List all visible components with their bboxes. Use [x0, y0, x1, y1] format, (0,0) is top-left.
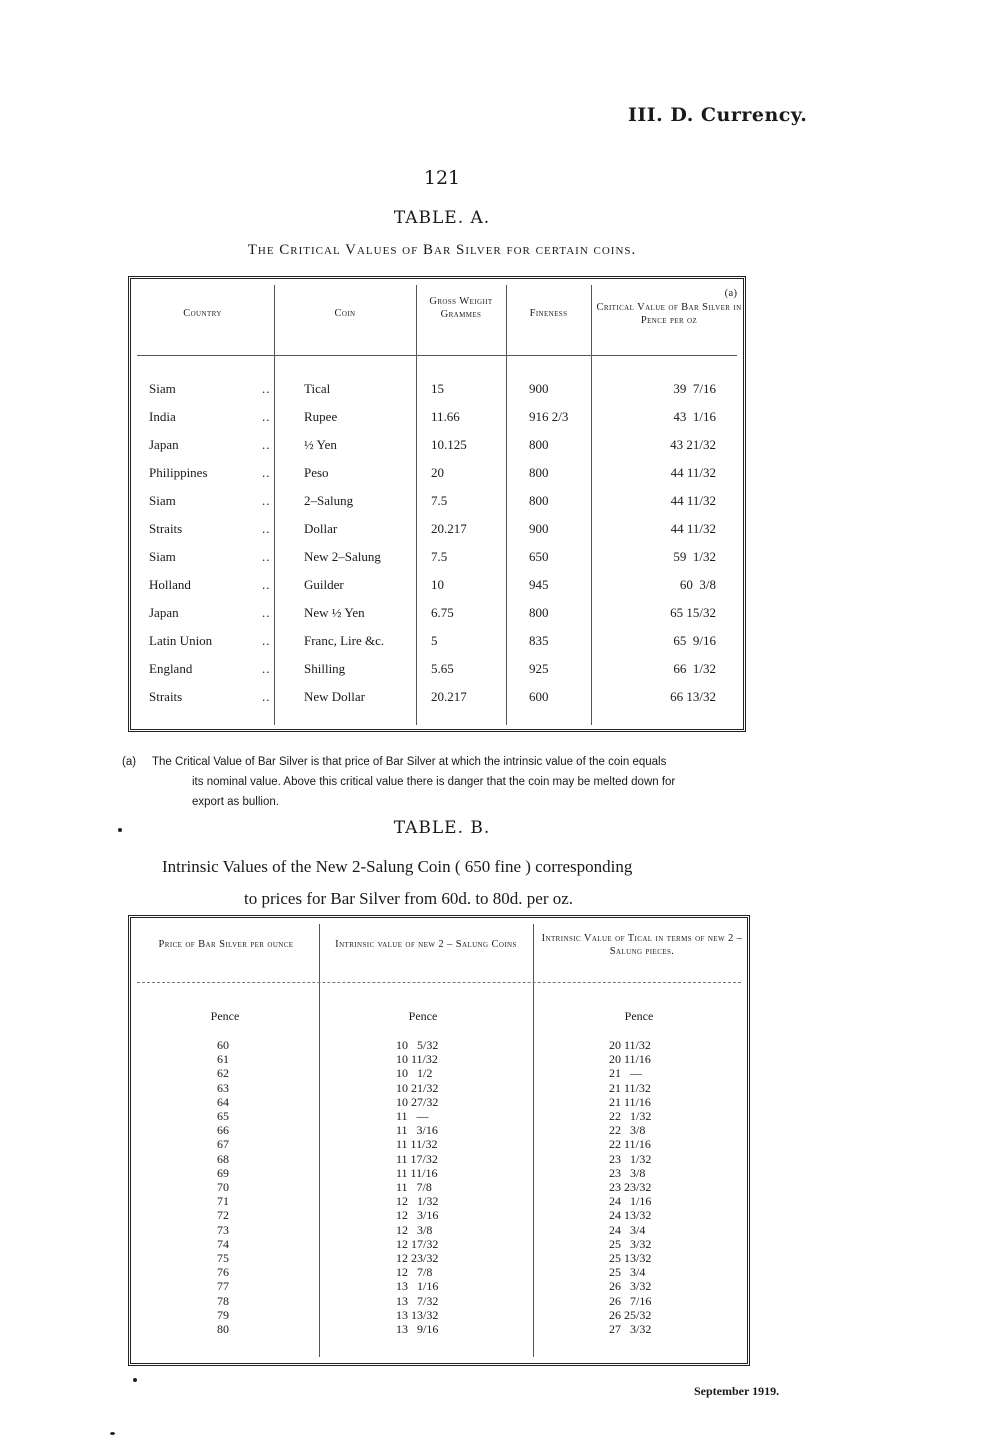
cell-intrinsic-value: 11 11/32 [396, 1137, 438, 1152]
cell-gross-weight: 11.66 [431, 409, 460, 424]
table-row [131, 549, 743, 569]
table-row [131, 1081, 747, 1095]
footnote-line-1: The Critical Value of Bar Silver is that price of Bar Silver at which the intrinsic value of the coin equals [152, 756, 667, 768]
cell-country: Siam [149, 381, 176, 396]
cell-intrinsic-value: 12 17/32 [396, 1236, 439, 1251]
cell-coin: ½ Yen [304, 437, 337, 452]
table-row [131, 1152, 747, 1166]
table-b-caption-line-1: Intrinsic Values of the New 2-Salung Coin ( 650 fine ) corresponding [162, 857, 633, 876]
cell-critical-value: 44 11/32 [670, 521, 716, 536]
table-row [131, 381, 743, 401]
cell-country: Japan [149, 605, 179, 620]
table-row [131, 409, 743, 429]
cell-tical-value: 22 1/32 [609, 1109, 652, 1123]
cell-fineness: 800 [529, 493, 549, 508]
cell-coin: Rupee [304, 409, 338, 424]
cell-leader-dots: .. [262, 465, 271, 480]
table-row [131, 1109, 747, 1123]
section-header: III. D. Currency. [628, 104, 808, 126]
unit-intrinsic: Pence [408, 1009, 438, 1023]
cell-coin: Franc, Lire &c. [304, 633, 385, 648]
table-row [131, 1180, 747, 1194]
cell-tical-value: 21 11/32 [609, 1080, 651, 1095]
cell-price: 78 [217, 1293, 229, 1308]
table-row [131, 493, 743, 513]
table-row [131, 465, 743, 485]
cell-critical-value: 59 1/32 [673, 549, 716, 564]
cell-coin: Guilder [304, 577, 344, 592]
col-header-country: Country [183, 308, 222, 319]
footnote-line-2: its nominal value. Above this critical value there is danger that the coin may be melted down for [192, 776, 676, 788]
cell-critical-value: 66 1/32 [673, 661, 716, 676]
table-row [131, 1166, 747, 1180]
cell-tical-value: 20 11/32 [609, 1038, 651, 1052]
cell-gross-weight: 7.5 [431, 493, 448, 508]
col-header-critical-mark: (a) [724, 288, 738, 299]
cell-fineness: 835 [529, 633, 549, 648]
unit-tical: Pence [624, 1009, 654, 1023]
cell-price: 76 [217, 1265, 229, 1280]
cell-critical-value: 43 21/32 [670, 437, 716, 452]
cell-gross-weight: 10.125 [431, 437, 467, 452]
cell-critical-value: 44 11/32 [670, 493, 716, 508]
table-row [131, 1237, 747, 1251]
cell-price: 69 [217, 1165, 229, 1180]
cell-intrinsic-value: 12 1/32 [396, 1194, 439, 1209]
cell-country: England [149, 661, 193, 676]
cell-leader-dots: .. [262, 661, 271, 676]
cell-intrinsic-value: 12 3/16 [396, 1208, 439, 1223]
table-row [131, 577, 743, 597]
cell-tical-value: 22 11/16 [609, 1137, 651, 1152]
table-row [131, 1294, 747, 1308]
cell-intrinsic-value: 12 3/8 [396, 1222, 433, 1237]
cell-price: 73 [217, 1222, 229, 1237]
col-header-price: Price of Bar Silver per ounce [158, 939, 294, 950]
table-a-label: TABLE. A. [393, 208, 491, 228]
cell-country: Straits [149, 689, 183, 704]
cell-intrinsic-value: 10 27/32 [396, 1094, 439, 1109]
cell-price: 80 [217, 1322, 229, 1336]
cell-fineness: 800 [529, 465, 549, 480]
cell-leader-dots: .. [262, 437, 271, 452]
cell-gross-weight: 6.75 [431, 605, 454, 620]
cell-gross-weight: 20 [431, 465, 444, 480]
cell-intrinsic-value: 13 13/32 [396, 1307, 439, 1322]
cell-tical-value: 21 11/16 [609, 1094, 651, 1109]
cell-intrinsic-value: 13 9/16 [396, 1322, 439, 1336]
table-b-caption [162, 851, 722, 915]
cell-price: 64 [217, 1094, 229, 1109]
cell-tical-value: 23 3/8 [609, 1165, 646, 1180]
table-b [128, 915, 750, 1366]
cell-tical-value: 23 23/32 [609, 1180, 652, 1194]
table-row [131, 1265, 747, 1279]
cell-intrinsic-value: 10 21/32 [396, 1080, 439, 1095]
footer-date: September 1919. [694, 1384, 780, 1398]
table-row [131, 605, 743, 625]
cell-tical-value: 26 3/32 [609, 1279, 652, 1294]
col-header-critical: Critical Value of Bar Silver in Pence per oz [596, 302, 742, 326]
cell-leader-dots: .. [262, 689, 271, 704]
col-header-fineness: Fineness [529, 308, 568, 319]
cell-country: Straits [149, 521, 183, 536]
cell-critical-value: 66 13/32 [670, 689, 716, 704]
cell-tical-value: 26 7/16 [609, 1293, 652, 1308]
cell-gross-weight: 15 [431, 381, 444, 396]
cell-country: Siam [149, 549, 176, 564]
cell-leader-dots: .. [262, 409, 271, 424]
table-row [131, 689, 743, 709]
col-header-intrinsic: Intrinsic value of new 2 – Salung Coins [335, 939, 517, 950]
page-number: 121 [423, 167, 461, 189]
cell-leader-dots: .. [262, 493, 271, 508]
cell-price: 71 [217, 1194, 229, 1209]
cell-coin: New 2–Salung [304, 549, 381, 564]
cell-country: Latin Union [149, 633, 213, 648]
table-row [131, 1223, 747, 1237]
cell-tical-value: 25 3/4 [609, 1265, 646, 1280]
unit-price: Pence [210, 1009, 240, 1023]
cell-intrinsic-value: 11 11/16 [396, 1165, 438, 1180]
cell-price: 61 [217, 1052, 229, 1067]
cell-price: 62 [217, 1066, 229, 1081]
cell-price: 63 [217, 1080, 229, 1095]
table-row [131, 1066, 747, 1080]
table-a-caption: The Critical Values of Bar Silver for certain coins. [247, 242, 637, 258]
cell-country: India [149, 409, 176, 424]
cell-critical-value: 43 1/16 [673, 409, 716, 424]
cell-tical-value: 21 — [609, 1066, 642, 1081]
cell-coin: New Dollar [304, 689, 366, 704]
cell-gross-weight: 5.65 [431, 661, 454, 676]
cell-intrinsic-value: 10 5/32 [396, 1038, 439, 1052]
cell-tical-value: 24 1/16 [609, 1194, 652, 1209]
cell-price: 77 [217, 1279, 229, 1294]
cell-fineness: 900 [529, 381, 549, 396]
cell-country: Siam [149, 493, 176, 508]
cell-leader-dots: .. [262, 521, 271, 536]
cell-price: 72 [217, 1208, 229, 1223]
cell-price: 66 [217, 1123, 229, 1138]
cell-leader-dots: .. [262, 549, 271, 564]
table-row [131, 1123, 747, 1137]
cell-fineness: 900 [529, 521, 549, 536]
cell-tical-value: 24 13/32 [609, 1208, 652, 1223]
cell-price: 70 [217, 1180, 229, 1194]
table-b-label: TABLE. B. [393, 818, 491, 838]
cell-intrinsic-value: 12 7/8 [396, 1265, 433, 1280]
table-a [128, 276, 746, 732]
footnote-mark: (a) [122, 756, 137, 768]
cell-country: Japan [149, 437, 179, 452]
cell-tical-value: 20 11/16 [609, 1052, 651, 1067]
cell-critical-value: 44 11/32 [670, 465, 716, 480]
cell-gross-weight: 20.217 [431, 521, 467, 536]
col-header-coin: Coin [334, 308, 356, 319]
col-header-gross: Gross Weight Grammes [429, 296, 493, 320]
cell-gross-weight: 20.217 [431, 689, 467, 704]
cell-price: 75 [217, 1251, 229, 1265]
cell-coin: Dollar [304, 521, 338, 536]
cell-price: 60 [217, 1038, 229, 1052]
cell-fineness: 800 [529, 437, 549, 452]
table-row [131, 437, 743, 457]
table-row [131, 521, 743, 541]
cell-coin: New ½ Yen [304, 605, 365, 620]
cell-leader-dots: .. [262, 577, 271, 592]
table-b-caption-line-2: to prices for Bar Silver from 60d. to 80d. per oz. [244, 889, 574, 908]
cell-tical-value: 25 13/32 [609, 1251, 652, 1265]
cell-gross-weight: 10 [431, 577, 444, 592]
cell-price: 79 [217, 1307, 229, 1322]
footnote-line-3: export as bullion. [192, 796, 279, 808]
cell-intrinsic-value: 13 1/16 [396, 1279, 439, 1294]
cell-fineness: 925 [529, 661, 549, 676]
cell-tical-value: 27 3/32 [609, 1322, 652, 1336]
cell-tical-value: 23 1/32 [609, 1151, 652, 1166]
table-row [131, 1322, 747, 1336]
table-row [131, 1279, 747, 1293]
cell-country: Philippines [149, 465, 208, 480]
cell-critical-value: 65 9/16 [673, 633, 716, 648]
table-row [131, 1038, 747, 1052]
cell-leader-dots: .. [262, 381, 271, 396]
cell-critical-value: 60 3/8 [679, 577, 716, 592]
cell-intrinsic-value: 13 7/32 [396, 1293, 439, 1308]
cell-leader-dots: .. [262, 605, 271, 620]
cell-intrinsic-value: 10 1/2 [396, 1066, 433, 1081]
cell-critical-value: 65 15/32 [670, 605, 716, 620]
cell-intrinsic-value: 11 7/8 [396, 1180, 432, 1194]
cell-intrinsic-value: 11 — [396, 1109, 429, 1123]
table-row [131, 1052, 747, 1066]
cell-gross-weight: 7.5 [431, 549, 448, 564]
cell-fineness: 650 [529, 549, 549, 564]
col-header-tical: Intrinsic Value of Tical in terms of new 2 – Salung pieces. [541, 933, 743, 957]
table-row [131, 1208, 747, 1222]
cell-coin: 2–Salung [304, 493, 354, 508]
cell-price: 74 [217, 1236, 229, 1251]
table-row [131, 633, 743, 653]
cell-fineness: 800 [529, 605, 549, 620]
cell-price: 67 [217, 1137, 229, 1152]
cell-coin: Peso [304, 465, 329, 480]
table-row [131, 1251, 747, 1265]
table-row [131, 1308, 747, 1322]
cell-fineness: 916 2/3 [529, 409, 569, 424]
table-row [131, 1095, 747, 1109]
table-row [131, 1137, 747, 1151]
cell-price: 65 [217, 1109, 229, 1123]
cell-fineness: 945 [529, 577, 549, 592]
cell-tical-value: 26 25/32 [609, 1307, 652, 1322]
cell-price: 68 [217, 1151, 229, 1166]
cell-tical-value: 25 3/32 [609, 1236, 652, 1251]
cell-intrinsic-value: 11 3/16 [396, 1123, 438, 1138]
cell-fineness: 600 [529, 689, 549, 704]
cell-coin: Tical [304, 381, 331, 396]
table-row [131, 661, 743, 681]
table-row [131, 1194, 747, 1208]
cell-tical-value: 24 3/4 [609, 1222, 646, 1237]
cell-gross-weight: 5 [431, 633, 438, 648]
cell-intrinsic-value: 11 17/32 [396, 1151, 438, 1166]
cell-tical-value: 22 3/8 [609, 1123, 646, 1138]
cell-critical-value: 39 7/16 [673, 381, 716, 396]
cell-intrinsic-value: 10 11/32 [396, 1052, 438, 1067]
cell-country: Holland [149, 577, 191, 592]
cell-intrinsic-value: 12 23/32 [396, 1251, 439, 1265]
cell-leader-dots: .. [262, 633, 271, 648]
cell-coin: Shilling [304, 661, 346, 676]
